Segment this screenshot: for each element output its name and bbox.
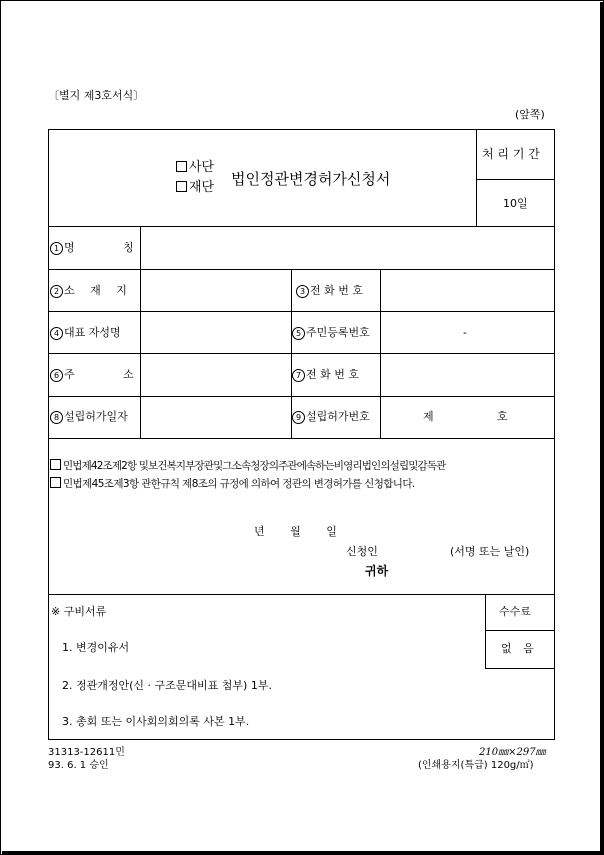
table-bottom-border	[48, 739, 554, 740]
resident-no-field[interactable]: -	[463, 326, 467, 339]
permit-no-prefix: 제	[423, 410, 434, 423]
fee-left-line	[485, 594, 486, 668]
row-line-6	[48, 438, 554, 439]
checkbox-icon	[50, 477, 61, 488]
processing-period-label: 처 리 기 간	[482, 147, 540, 161]
permit-date-label: 8 설립허가일자	[50, 410, 128, 424]
fee-label: 수수료	[499, 605, 531, 618]
row-line-5	[48, 396, 554, 397]
label-col-line	[140, 226, 141, 438]
row-line-2	[48, 269, 554, 270]
circled-number: 6	[50, 369, 63, 382]
attachments-header: ※ 구비서류	[51, 605, 107, 618]
fee-value: 없 음	[501, 642, 534, 655]
circled-number: 3	[296, 285, 309, 298]
row-line-4	[48, 353, 554, 354]
checkbox-icon	[50, 459, 61, 470]
circled-number: 7	[292, 369, 305, 382]
recipient-label: 귀하	[365, 564, 389, 578]
resident-no-label: 5 주민등록번호	[292, 326, 370, 340]
row-line-1	[48, 226, 554, 227]
date-line: 년 월 일	[254, 525, 337, 538]
form-code: 31313-12611민	[48, 747, 125, 758]
row-line-3	[48, 311, 554, 312]
checkbox-icon	[176, 181, 187, 192]
table-left-border	[48, 129, 49, 740]
circled-number: 8	[50, 411, 63, 424]
applicant-label: 신청인	[346, 545, 378, 558]
paper-size: 210㎜×297㎜	[479, 747, 546, 758]
circled-number: 1	[50, 242, 63, 255]
location-label: 2 소 재 지	[50, 284, 127, 298]
page-side: (앞쪽)	[515, 108, 545, 121]
phone2-label: 7 전 화 번 호	[292, 368, 359, 382]
right-label-col-line	[380, 269, 381, 438]
table-right-border	[554, 129, 555, 740]
circled-number: 9	[292, 411, 305, 424]
org-option-association[interactable]: 사단	[176, 160, 214, 176]
rep-name-label: 4 대표 자성명	[50, 326, 121, 340]
page-shadow-right	[600, 2, 603, 854]
attachment-item: 1. 변경이유서	[62, 641, 130, 654]
circled-number: 4	[50, 327, 63, 340]
circled-number: 2	[50, 285, 63, 298]
statement-line-1: 민법제42조제2항 및보건복지부장관및그소속청장의주관에속하는비영리법인의설립및감독관	[50, 459, 445, 473]
fee-divider-2	[485, 668, 554, 669]
attachment-item: 3. 총회 또는 이사회의회의록 사본 1부.	[62, 715, 250, 728]
processing-period-value: 10일	[503, 197, 528, 210]
permit-no-suffix: 호	[497, 410, 508, 423]
fee-divider-1	[485, 630, 554, 631]
form-label: 〔별지 제3호서식〕	[48, 89, 145, 102]
signature-note: (서명 또는 날인)	[450, 545, 530, 558]
statement-line-2: 민법제45조제3항 관한규칙 제8조의 규정에 의하여 정관의 변경허가를 신청합니다.	[50, 477, 415, 491]
form-title: 법인정관변경허가신청서	[231, 170, 391, 188]
page-shadow-bottom	[2, 851, 603, 854]
name-label: 1 명 칭	[50, 241, 134, 255]
row-line-7	[48, 594, 554, 595]
phone1-label: 3 전 화 번 호	[296, 284, 363, 298]
period-divider	[476, 179, 554, 180]
address-label: 6 주 소	[50, 368, 134, 382]
attachment-item: 2. 정관개정안(신 · 구조문대비표 첨부) 1부.	[62, 679, 272, 692]
approval-date: 93. 6. 1 승인	[48, 760, 109, 771]
permit-no-label: 9 설립허가번호	[292, 410, 370, 424]
period-left-line	[476, 129, 477, 226]
paper-spec: (인쇄용지(특급) 120g/㎡)	[418, 760, 534, 771]
org-option-foundation[interactable]: 재단	[176, 180, 214, 196]
circled-number: 5	[292, 327, 305, 340]
table-top-border	[48, 129, 554, 130]
checkbox-icon	[176, 161, 187, 172]
